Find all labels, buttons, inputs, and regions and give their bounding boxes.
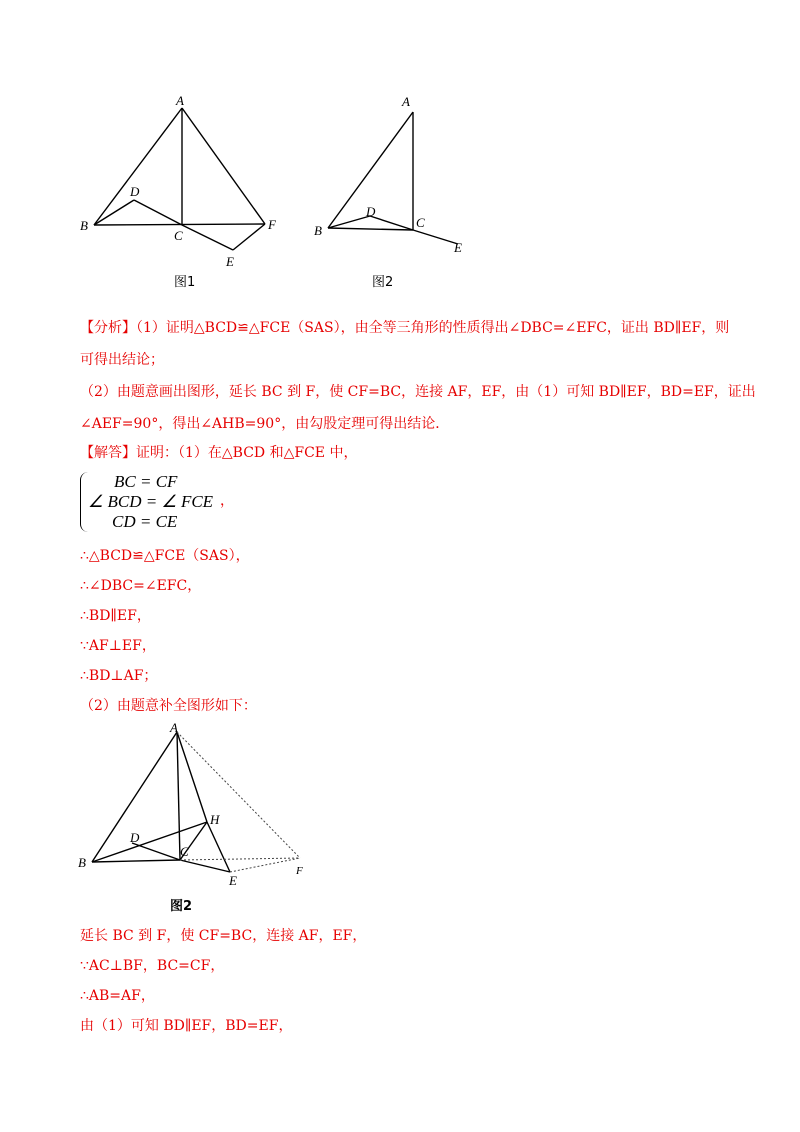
label-h: H [210,812,220,827]
label-b: B [80,218,88,233]
analysis-tag: 【分析】 [80,320,136,336]
label-c: C [180,844,189,859]
analysis-line-1 [80,318,729,338]
analysis-line-2: 可得出结论； [80,352,164,368]
equation-tail: ， [220,494,234,509]
label-b: B [314,223,322,238]
equation-2: ∠ BCD = ∠ FCE [88,492,214,511]
solution-after-2: ∵AC⊥BF，BC=CF， [80,958,225,974]
analysis-line-4: ∠AEF=90°，得出∠AHB=90°，由勾股定理可得出结论． [80,416,450,432]
solution-step-5: ∴BD⊥AF； [80,668,158,684]
solution-intro: 证明：（1）在△BCD 和△FCE 中， [136,445,358,461]
solution-after-1: 延长 BC 到 F，使 CF=BC，连接 AF，EF， [80,928,367,944]
figure-1-caption: 图1 [174,275,196,288]
label-d: D [130,184,140,199]
solution-step-3: ∴BD∥EF， [80,608,151,624]
solution-step-4: ∵AF⊥EF， [80,638,156,654]
label-e: E [454,240,462,255]
solution-step-2: ∴∠DBC=∠EFC， [80,578,202,594]
figure-3 [72,720,322,920]
figure-1 [70,88,300,288]
label-c: C [174,228,183,243]
label-d: D [130,830,140,845]
solution-intro-line [80,443,357,463]
analysis-text: （1）证明△BCD≌△FCE（SAS），由全等三角形的性质得出∠DBC=∠EFC，证出 BD∥EF，则 [136,320,730,336]
solution-tag: 【解答】 [80,445,136,461]
label-a: A [170,720,178,735]
solution-after-4: 由（1）可知 BD∥EF，BD=EF， [80,1018,293,1034]
label-f: F [296,865,303,877]
equation-system [80,470,240,534]
label-e: E [226,254,234,269]
solution-part-2: （2）由题意补全图形如下： [80,698,257,714]
label-a: A [402,94,410,109]
label-c: C [416,215,425,230]
figure-2 [310,88,490,288]
solution-after-3: ∴AB=AF， [80,988,155,1004]
label-a: A [176,93,184,108]
equation-1: BC = CF [114,472,178,491]
figure-2-caption: 图2 [372,275,394,288]
equation-3: CD = CE [112,512,178,531]
label-f: F [268,217,276,232]
figure-3-caption: 图2 [170,899,193,914]
label-b: B [78,855,86,870]
label-e: E [229,873,237,888]
analysis-line-3: （2）由题意画出图形，延长 BC 到 F，使 CF=BC，连接 AF，EF，由（1）可知 BD∥EF，BD=EF，证出 [80,384,756,400]
label-d: D [366,204,376,219]
solution-step-1: ∴△BCD≌△FCE（SAS）， [80,548,250,564]
